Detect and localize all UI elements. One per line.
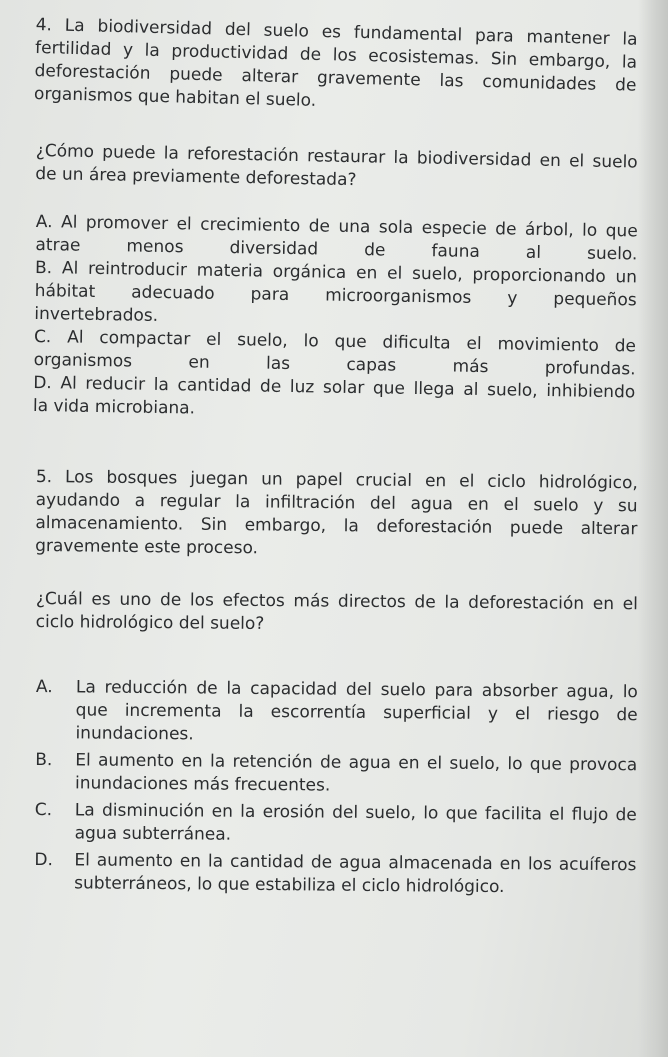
q5-option-a-text: La reducción de la capacidad del suelo para absorber agua, lo que incrementa la escorrentía superficial y el riesgo de inundaciones. xyxy=(75,677,638,745)
question-4-intro: 4. La biodiversidad del suelo es fundamental para mantener la fertilidad y la productividad de los ecosistemas. Sin embargo, la deforestación puede alterar gravemente las comunidades de organismos que habitan el suelo. xyxy=(33,14,638,111)
question-5-options xyxy=(34,676,638,900)
question-4-prompt: ¿Cómo puede la reforestación restaurar la biodiversidad en el suelo de un área previamente deforestada? xyxy=(35,140,638,191)
worksheet-page xyxy=(32,14,638,899)
q4-option-c-line2: organismos en las capas más profundas. xyxy=(33,349,636,380)
question-4-options xyxy=(33,211,638,427)
q4-option-b-line2: hábitat adecuado para microorganismos y pequeños xyxy=(34,280,637,311)
q5-option-b xyxy=(35,749,637,800)
q5-option-d xyxy=(34,849,636,900)
q5-option-a-letter: A. xyxy=(35,676,53,698)
q4-option-d-line2: la vida microbiana. xyxy=(32,395,196,419)
q4-option-b-line3: invertebrados. xyxy=(34,303,159,326)
q4-option-d-line1: D. Al reducir la cantidad de luz solar que llega al suelo, inhibiendo xyxy=(33,372,636,403)
q5-option-b-text: El aumento en la retención de agua en el suelo, lo que provoca inundaciones más frecuentes. xyxy=(74,750,638,796)
page-edge-shadow xyxy=(638,0,668,1057)
q5-option-c-text: La disminución en la erosión del suelo, lo que facilita el flujo de agua subterránea. xyxy=(74,800,637,845)
q4-option-c-line1: C. Al compactar el suelo, lo que dificulta el movimiento de xyxy=(33,326,637,357)
q5-option-c xyxy=(35,799,637,850)
q4-option-a-line1: A. Al promover el crecimiento de una sola especie de árbol, lo que xyxy=(35,211,638,242)
q5-option-d-letter: D. xyxy=(34,849,53,871)
q4-option-b-line1: B. Al reintroducir materia orgánica en el suelo, proporcionando un xyxy=(34,257,638,288)
q5-option-c-letter: C. xyxy=(34,799,53,821)
q4-option-a-line2: atrae menos diversidad de fauna al suelo. xyxy=(35,234,638,265)
q5-option-b-letter: B. xyxy=(35,749,53,771)
question-5-intro: 5. Los bosques juegan un papel crucial en el ciclo hidrológico, ayudando a regular la infiltración del agua en el suelo y su almacenamiento. Sin embargo, la deforestación puede alterar gravemente este proceso. xyxy=(35,466,638,559)
question-5-prompt: ¿Cuál es uno de los efectos más directos de la deforestación en el ciclo hidrológico del suelo? xyxy=(35,588,638,634)
q5-option-d-text: El aumento en la cantidad de agua almacenada en los acuíferos subterráneos, lo que estabiliza el ciclo hidrológico. xyxy=(74,850,637,898)
q5-option-a xyxy=(35,676,638,750)
